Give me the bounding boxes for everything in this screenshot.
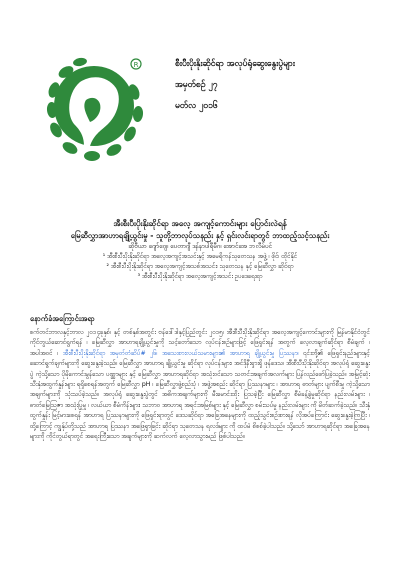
body-paragraph xyxy=(30,328,370,442)
document-title: အီးစီးပီးပိုးနိုးဆိုင်ရာ အလေ့ အကျင့်ကောင်းများ ပြောင်းလဲရန် xyxy=(113,219,287,228)
series-title: စီးပီးပိုးနိုးဆိုင်ရာ အလုပ်ရုံဆွေးနွေးပွဲများ xyxy=(175,59,295,69)
volume-number: အမှတ်စဉ် ၂၇ xyxy=(175,80,218,90)
affiliation-3: ³ အီးစီးပီးပိုးနိုးဆိုင်ရာ အလေ့အကျင့်အသင်း ဥပဒေရေးရာ xyxy=(137,273,263,280)
affiliation-2: ² အီးစီးပီးပိုးနိုးဆိုင်ရာ အလေ့အကျင့်အသစ်အသင်း၊ သုတေသန နှင့် မြေဆီလွှာ ဆိုင်ရာ xyxy=(106,263,294,270)
reference-link[interactable]: အီးစီးပီးပိုးနိုးဆိုင်ရာ အမှတ်တံဆိပ်# ၂၆၊ အသေးစားလယ်သမားများ၏ အာဟာရ ချို့ယွင်းမှု ပြဿနာ၊ xyxy=(62,349,304,357)
title-block xyxy=(30,218,370,282)
document-subtitle: မြေဆီလွှာအာဟာရချို့ယွင်းမှု - သူတို့ဘာလုပ်သနည်း နှင့် ရှင်းလင်းရာတွင် ဘာထည့်သင့်သနည်း xyxy=(70,231,330,240)
author-list: ဆိုဗီယာ ဂျော်ဂျေ၊ ပေတာဂျီ ဒန်နာပါရီမီဂ၊ အောင်အေ ဘလီမ်ပင် xyxy=(128,243,272,250)
paragraph-lead: စက်တင်ဘာလနှင့်ဘာလ ၂၀၁၄ခုနှစ်၊ နှင့် တစ်နှစ်အတွင်း ဗန်ဒေါ်ဒါနှင့်ပြည်တွင်း ၂၀၁၅၊ အီးစီးပီးပိုးနိုးဆိုင်ရာ အလေ့အကျင့်ကောင်းများကို မြန်မာနိုင်ငံတွင် ကိုင်တွယ်ဆောင်ရွက်ရန် ၊ မြေဆီလွှာ အာဟာရချို့ယွင်းမှုကို သင့်တော်သော လုပ်ငန်းစဉ်များဖြင့် ဖြေရှင်းရန် အတွက် လေ့လာချက်ဆိုင်ရာ စီမံချက် ၊ အပါအဝင် ၊ xyxy=(30,329,370,357)
issue-date: မတ်လ ၂၀၁၆ xyxy=(175,101,218,111)
document-header xyxy=(175,58,385,113)
ipni-logo-icon xyxy=(40,42,152,162)
svg-text:R: R xyxy=(133,61,139,69)
affiliation-1: ¹ အီးစီးပီးပိုးနိုးဆိုင်ရာ အလေ့အကျင့်အသင်းနှင့် အမေရိကန်သုတေသန အဖွဲ့ ၊ ဖိုင်၊ ထိုင်နိုင် xyxy=(102,253,298,260)
section-heading: နောက်ခံအကြောင်းအရာ xyxy=(30,314,95,323)
paragraph-rest: ၎င်းတို့၏ ဖြေရှင်းနည်းများနှင့် ဆောင်ရွက်ချက်များကို ဆွေးနွေးခဲ့သည်။ မြေဆီလွှာ အာဟာရ ချို့ယွင်းမှု ဆိုင်ရာ လုပ်ငန်းများ၊ အင်ဒိုနီးရှားရှိ ဖုန်ဒေသ၊ အီးစီးပီးပိုးနိုးဆိုင်ရာ အလုပ်ရုံ ဆွေးနွေးပွဲ ကဲ့သို့သော ပိုမိုကောင်းမွန်သော ပဏ္ဏာများ နှင့် မြေဆီလွှာ အာဟာရဆိုင်ရာ အသုံးဝင်သော သတင်းအချက်အလက်များ ပြန်လည်ဖော်ပြခဲ့သည်။ အမြင့်ဆုံး သီးနှံအထွက်နှုန်းများ ရရှိစေရန်အတွက် မြေဆီလွှာ pH ၊ မြေဆီလွှာဖွဲ့စည်းပုံ ၊ အဖွဲ့အစည်း ဆိုင်ရာ ပြဿနာများ ၊ အာဟာရ ဓာတ်များ ပျက်စီးမှု ကဲ့သို့သော အချက်များကို သုံးသပ်ခဲ့သည်။ အလုပ်ရုံ ဆွေးနွေးပွဲတွင် အဓိကအချက်များကို မီးမောင်းထိုး ပြသခဲ့ပြီး မြေဆီလွှာ စီမံခန့်ခွဲမှုဆိုင်ရာ နည်းလမ်းများ ၊ ဓာတ်မြေဩဇာ အသုံးပြုမှု ၊ လယ်ယာ စီမံကိန်းများ၊ သဘာဝ အာဟာရ အရင်းအမြစ်များ နှင့် မြေဆီလွှာ စမ်းသပ်မှု နည်းလမ်းများ ကို မိတ်ဆက်ခဲ့သည်။ သီးနှံထွက်နှုန်း မြင့်မားစေရန် အာဟာရ ပြဿနာများကို ဖြေရှင်းရာတွင် ဒေသဆိုင်ရာ အခြေအနေများကို ထည့်သွင်းစဉ်းစားရန် လိုအပ်ကြောင်း ဆွေးနွေးခဲ့ကြပြီး ၊ ထို့ကြောင့် ကျွန်ုပ်တို့သည် အာဟာရ ပြဿနာ အဖြေရှာခြင်း ဆိုင်ရာ သုတေသန ရလဒ်များ ကို ထပ်မံ စိစစ်ခဲ့ပါသည်။ သို့သော် အာဟာရဆိုင်ရာ အခြေအနေများကို ကိုင်တွယ်ရာတွင် အရေးကြီးသော အချက်များကို ဆက်လက် လေ့လာသွားမည် ဖြစ်ပါသည်။ xyxy=(30,349,371,441)
